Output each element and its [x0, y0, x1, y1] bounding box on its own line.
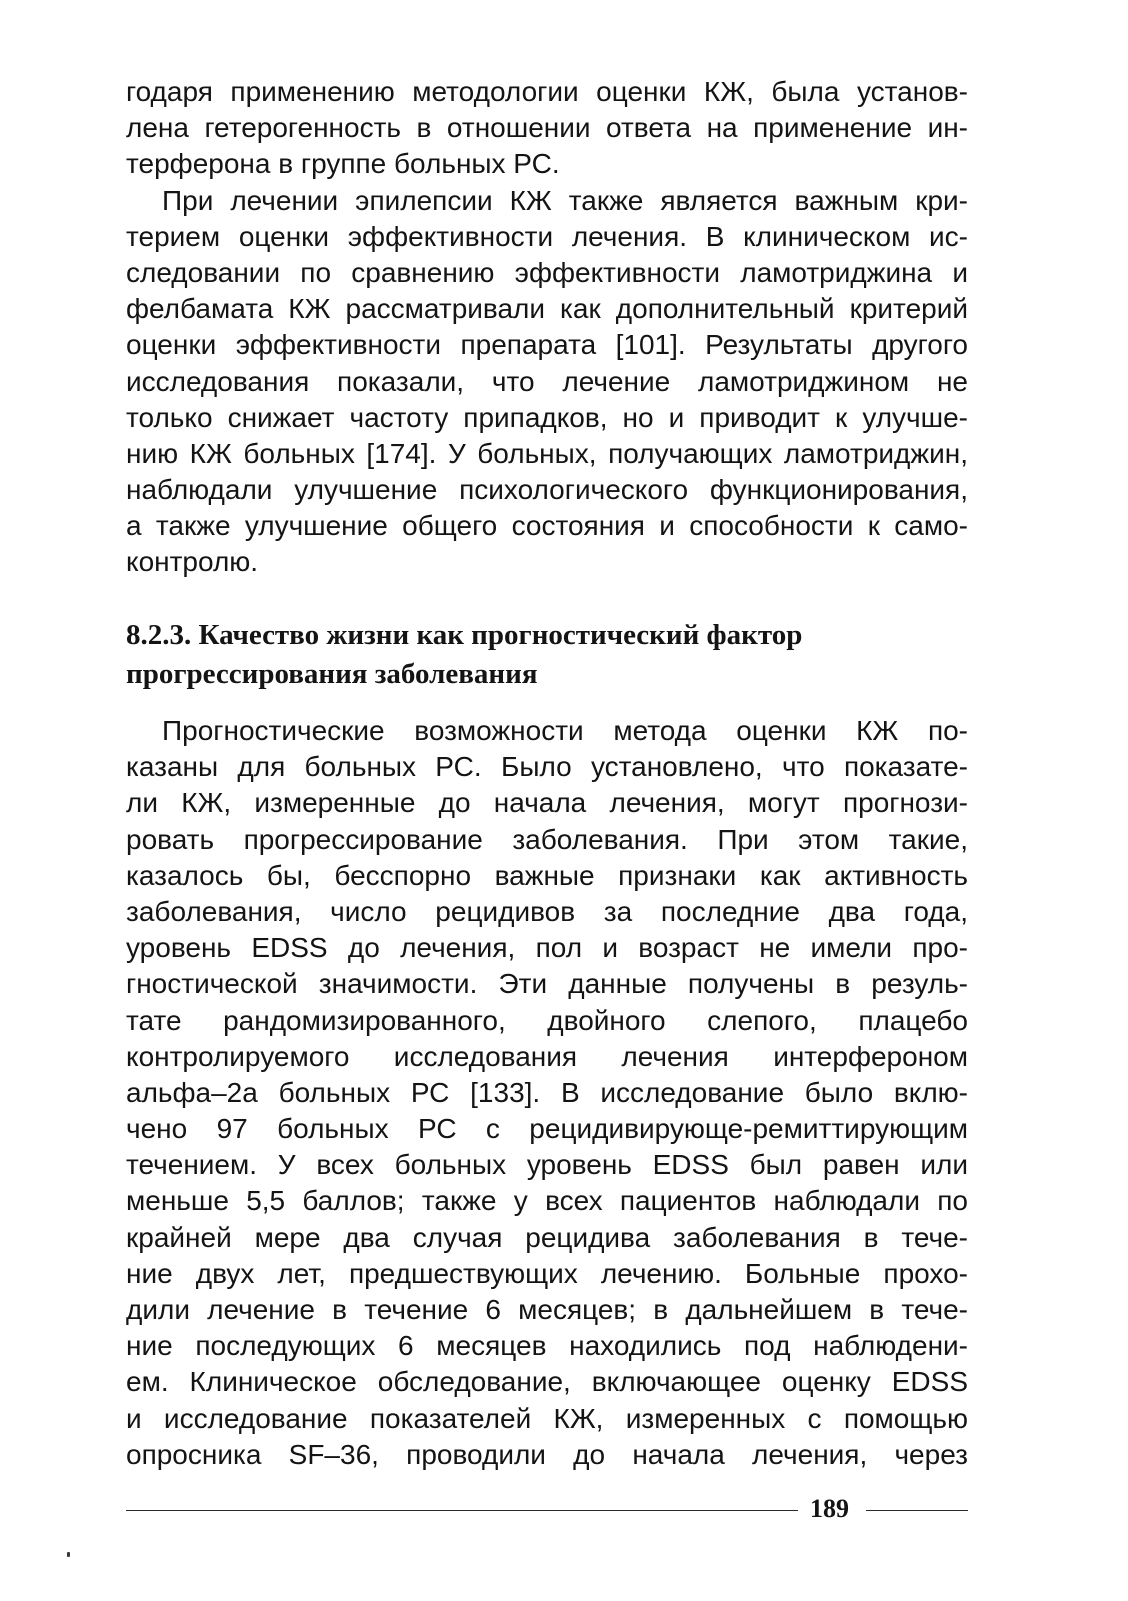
- text-line: течением. У всех больных уровень EDSS был равен или: [126, 1149, 968, 1181]
- text-line: заболевания, число рецидивов за последние два года,: [126, 895, 968, 927]
- heading-line: 8.2.3. Качество жизни как прогностический фактор: [126, 619, 803, 651]
- text-line: ние двух лет, предшествующих лечению. Больные прохо-: [126, 1257, 968, 1289]
- paragraph-2: [126, 183, 968, 581]
- text-line: оценки эффективности препарата [101]. Результаты другого: [126, 329, 968, 361]
- text-line: ровать прогрессирование заболевания. При этом такие,: [126, 823, 968, 855]
- paragraph-3: [126, 713, 968, 1473]
- footer-rule-left: [126, 1510, 798, 1511]
- text-line: а также улучшение общего состояния и способности к само-: [126, 510, 968, 542]
- text-line: опросника SF–36, проводили до начала лечения, через: [126, 1438, 968, 1470]
- text-line: альфа–2а больных РС [133]. В исследование было вклю-: [126, 1076, 968, 1108]
- text-line: ли КЖ, измеренные до начала лечения, могут прогнози-: [126, 787, 968, 819]
- text-line: ние последующих 6 месяцев находились под наблюдени-: [126, 1330, 968, 1362]
- footer-rule-right: [866, 1510, 968, 1511]
- text-line: терием оценки эффективности лечения. В клиническом ис-: [126, 220, 968, 252]
- text-line: дили лечение в течение 6 месяцев; в дальнейшем в тече-: [126, 1294, 968, 1325]
- text-line: При лечении эпилепсии КЖ также является важным кри-: [162, 184, 968, 216]
- heading-line: прогрессирования заболевания: [126, 658, 538, 690]
- text-line: фелбамата КЖ рассматривали как дополнительный критерий: [126, 293, 968, 325]
- text-line: контролю.: [126, 546, 259, 578]
- text-line: лена гетерогенность в отношении ответа на применение ин-: [126, 112, 968, 144]
- text-block-top: [126, 74, 968, 581]
- text-line: гностической значимости. Эти данные получены в резуль-: [126, 968, 968, 1000]
- text-line: казалось бы, бесспорно важные признаки как активность: [126, 859, 968, 891]
- text-line: наблюдали улучшение психологического функционирования,: [126, 474, 968, 506]
- text-line: ем. Клиническое обследование, включающее оценку EDSS: [126, 1366, 968, 1398]
- text-line: казаны для больных РС. Было установлено, что показате-: [126, 751, 968, 783]
- text-line: следовании по сравнению эффективности ламотриджина и: [126, 256, 968, 288]
- text-line: исследования показали, что лечение ламотриджином не: [126, 365, 968, 397]
- text-line: Прогностические возможности метода оценки КЖ по-: [162, 715, 968, 746]
- text-line: уровень EDSS до лечения, пол и возраст не имели про-: [126, 932, 968, 964]
- text-line: терферона в группе больных РС.: [126, 148, 560, 180]
- page-number: 189: [810, 1494, 849, 1523]
- text-line: тате рандомизированного, двойного слепого, плацебо: [126, 1004, 968, 1036]
- text-line: и исследование показателей КЖ, измеренных с помощью: [126, 1402, 968, 1434]
- text-line: нию КЖ больных [174]. У больных, получающих ламотриджин,: [126, 437, 968, 469]
- text-line: крайней мере два случая рецидива заболевания в тече-: [126, 1221, 968, 1253]
- page-footer: [126, 1494, 968, 1524]
- text-line: годаря применению методологии оценки КЖ, была установ-: [126, 76, 968, 107]
- scan-speck: [67, 1552, 70, 1557]
- text-line: чено 97 больных РС с рецидивирующе-ремиттирующим: [126, 1113, 968, 1145]
- text-line: только снижает частоту припадков, но и приводит к улучше-: [126, 401, 968, 433]
- text-line: меньше 5,5 баллов; также у всех пациентов наблюдали по: [126, 1185, 968, 1217]
- text-line: контролируемого исследования лечения интерфероном: [126, 1040, 968, 1072]
- paragraph-1: [126, 74, 968, 183]
- section-heading: [126, 616, 968, 694]
